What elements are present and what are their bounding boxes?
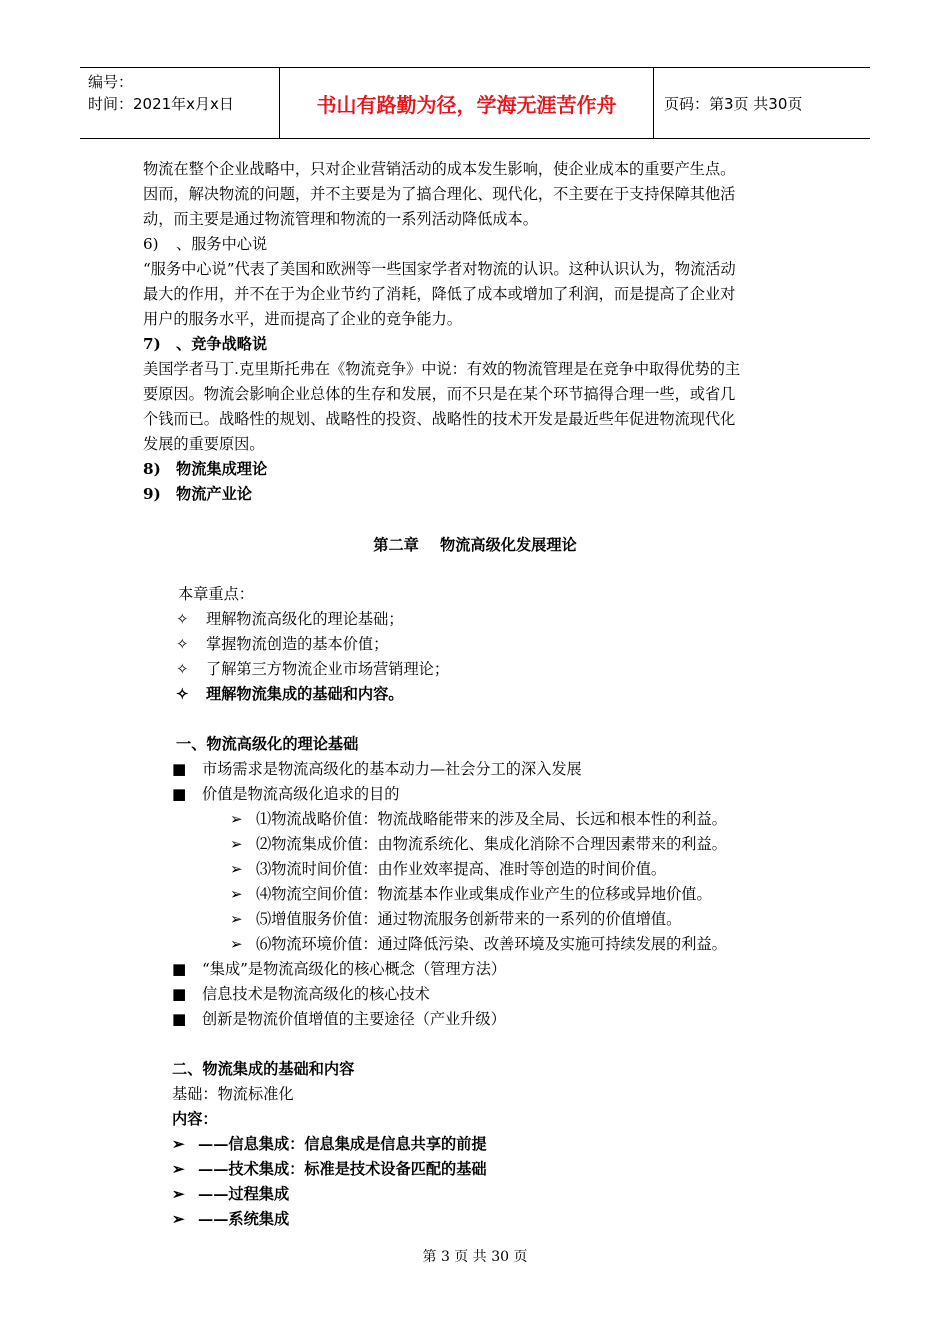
diamond-bullet-icon: ✧ xyxy=(176,685,189,703)
item-number: 9) xyxy=(143,485,161,503)
value-item: ➢ ⑸增值服务价值：通过物流服务创新带来的一系列的价值增值。 xyxy=(230,907,910,932)
section-2-content-label: 内容： xyxy=(172,1110,218,1128)
paragraph-line: 要原因。物流会影响企业总体的生存和发展，而不只是在某个环节搞得合理一些，或省几 xyxy=(143,385,736,403)
arrow-bullet-icon: ➢ xyxy=(230,810,243,828)
arrow-bullet-icon: ➢ xyxy=(230,935,243,953)
body-part-1 xyxy=(143,157,823,507)
arrow-bullet-icon: ➢ xyxy=(230,860,243,878)
square-bullet-icon: ■ xyxy=(172,785,187,803)
header-page-info: 页码：第3页 共30页 xyxy=(664,94,803,113)
section-1-list-b xyxy=(172,957,852,1032)
value-list xyxy=(230,807,910,957)
page-header xyxy=(80,67,870,139)
diamond-bullet-icon: ✧ xyxy=(176,610,189,628)
arrow-bullet-icon: ➢ xyxy=(172,1185,185,1203)
time-label: 时间：2021年x月x日 xyxy=(88,95,234,113)
item-text: 物流产业论 xyxy=(176,485,252,503)
arrow-bullet-icon: ➢ xyxy=(172,1135,185,1153)
list-item: ■ 创新是物流价值增值的主要途径（产业升级） xyxy=(172,1007,852,1032)
value-item: ➢ ⑷物流空间价值：物流基本作业或集成作业产生的位移或异地价值。 xyxy=(230,882,910,907)
content-item: ➢ ——信息集成：信息集成是信息共享的前提 xyxy=(172,1132,852,1157)
key-points-list xyxy=(176,607,856,707)
list-item: ■ 市场需求是物流高级化的基本动力—社会分工的深入发展 xyxy=(172,757,852,782)
key-point: ✧ 理解物流集成的基础和内容。 xyxy=(176,682,856,707)
item-7 xyxy=(143,332,823,357)
list-item: ■ “集成”是物流高级化的核心概念（管理方法） xyxy=(172,957,852,982)
item-text: 物流集成理论 xyxy=(176,460,268,478)
item-8 xyxy=(143,457,823,482)
key-point: ✧ 掌握物流创造的基本价值； xyxy=(176,632,856,657)
paragraph-line: 发展的重要原因。 xyxy=(143,435,265,453)
list-item: ■ 信息技术是物流高级化的核心技术 xyxy=(172,982,852,1007)
content-item: ➢ ——技术集成：标准是技术设备匹配的基础 xyxy=(172,1157,852,1182)
section-1-list xyxy=(172,757,852,807)
item-9 xyxy=(143,482,823,507)
header-motto: 书山有路勤为径，学海无涯苦作舟 xyxy=(280,68,654,138)
key-points-label: 本章重点： xyxy=(178,585,254,603)
section-2 xyxy=(172,1057,852,1232)
paragraph-line: 物流在整个企业战略中，只对企业营销活动的成本发生影响，使企业成本的重要产生点。 xyxy=(143,160,736,178)
key-point: ✧ 了解第三方物流企业市场营销理论； xyxy=(176,657,856,682)
arrow-bullet-icon: ➢ xyxy=(230,885,243,903)
chapter-title: 第二章 物流高级化发展理论 xyxy=(373,536,577,554)
value-item: ➢ ⑶物流时间价值：由作业效率提高、准时等创造的时间价值。 xyxy=(230,857,910,882)
section-2-basis: 基础：物流标准化 xyxy=(172,1085,294,1103)
item-number: 7) xyxy=(143,335,161,353)
item-text: 、服务中心说 xyxy=(176,235,268,253)
arrow-bullet-icon: ➢ xyxy=(230,835,243,853)
item-6 xyxy=(143,232,823,257)
paragraph-line: 最大的作用，并不在于为企业节约了消耗，降低了成本或增加了利润，而是提高了企业对 xyxy=(143,285,736,303)
header-meta xyxy=(80,68,280,138)
key-point: ✧ 理解物流高级化的理论基础； xyxy=(176,607,856,632)
value-item: ➢ ⑹物流环境价值：通过降低污染、改善环境及实施可持续发展的利益。 xyxy=(230,932,910,957)
section-1-title: 一、物流高级化的理论基础 xyxy=(176,735,359,753)
square-bullet-icon: ■ xyxy=(172,760,187,778)
number-label: 编号： xyxy=(88,73,134,91)
item-text: 、竞争战略说 xyxy=(176,335,268,353)
section-1 xyxy=(176,732,856,757)
value-item: ➢ ⑴物流战略价值：物流战略能带来的涉及全局、长远和根本性的利益。 xyxy=(230,807,910,832)
paragraph-line: 美国学者马丁.克里斯托弗在《物流竞争》中说：有效的物流管理是在竞争中取得优势的主 xyxy=(143,360,741,378)
content-item: ➢ ——过程集成 xyxy=(172,1182,852,1207)
square-bullet-icon: ■ xyxy=(172,1010,187,1028)
arrow-bullet-icon: ➢ xyxy=(172,1160,185,1178)
value-item: ➢ ⑵物流集成价值：由物流系统化、集成化消除不合理因素带来的利益。 xyxy=(230,832,910,857)
square-bullet-icon: ■ xyxy=(172,985,187,1003)
list-item: ■ 价值是物流高级化追求的目的 xyxy=(172,782,852,807)
square-bullet-icon: ■ xyxy=(172,960,187,978)
paragraph-line: 用户的服务水平，进而提高了企业的竞争能力。 xyxy=(143,310,462,328)
item-number: 6) xyxy=(143,235,159,253)
paragraph-line: “服务中心说”代表了美国和欧洲等一些国家学者对物流的认识。这种认识认为，物流活动 xyxy=(143,260,736,278)
page-footer: 第 3 页 共 30 页 xyxy=(422,1249,528,1265)
paragraph-line: 因而，解决物流的问题，并不主要是为了搞合理化、现代化，不主要在于支持保障其他活 xyxy=(143,185,736,203)
key-points xyxy=(178,582,858,607)
diamond-bullet-icon: ✧ xyxy=(176,660,189,678)
paragraph-line: 个钱而已。战略性的规划、战略性的投资、战略性的技术开发是最近些年促进物流现代化 xyxy=(143,410,736,428)
arrow-bullet-icon: ➢ xyxy=(230,910,243,928)
section-2-title: 二、物流集成的基础和内容 xyxy=(172,1060,355,1078)
item-number: 8) xyxy=(143,460,161,478)
content-item: ➢ ——系统集成 xyxy=(172,1207,852,1232)
paragraph-line: 动，而主要是通过物流管理和物流的一系列活动降低成本。 xyxy=(143,210,538,228)
arrow-bullet-icon: ➢ xyxy=(172,1210,185,1228)
diamond-bullet-icon: ✧ xyxy=(176,635,189,653)
